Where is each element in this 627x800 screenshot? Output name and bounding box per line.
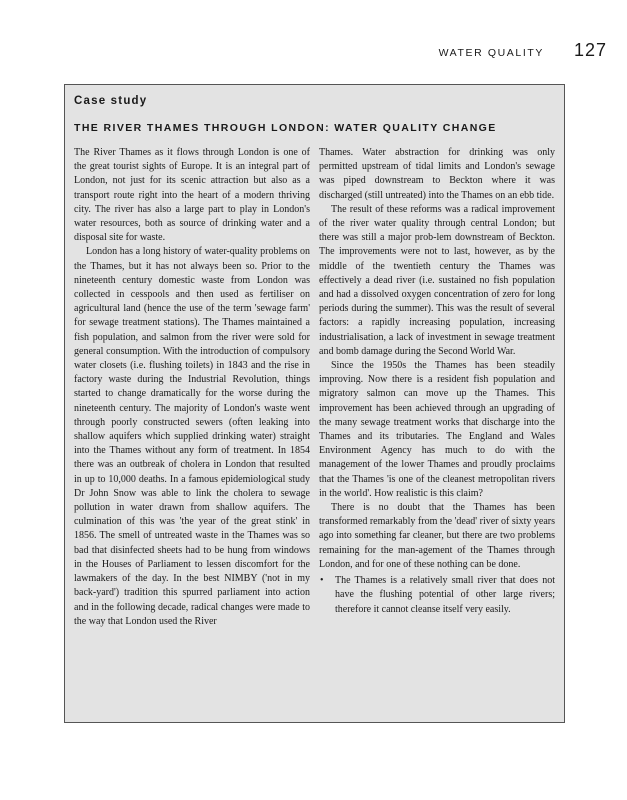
list-item	[319, 574, 555, 617]
page-number: 127	[573, 40, 607, 60]
bullet-list	[319, 574, 555, 617]
bullet-icon: •	[320, 575, 324, 587]
paragraph: The River Thames as it flows through London is one of the great tourist sights of Europe. It is an integral part of London, not just for its scenic attraction but also as a transport route right into the heart of a modern thriving city. The river has also a large part to play in London's water resources, both as source of drinking water and a disposal site for waste.	[74, 147, 310, 244]
paragraph: London has a long history of water-quality problems on the Thames, but it has not always been so. Prior to the nineteenth century domestic waste from London was collected in cesspools and then used as fertiliser on agricultural land (hence the use of the term 'sewage farm' for sewage treatment stations). The Thames maintained a fish population, and salmon from the river were sold for general consumption. With the introduction of compulsory water closets (i.e. flushing toilets) in 1843 and the rise in factory waste during the Industrial Revolution, things started to change dramatically for the worse during the nineteenth century. The majority of London's waste went through poorly constructed sewers (often leaking into shallow aquifers which supplied drinking water) straight into the Thames without any form of treatment. In 1854 there was an outbreak of cholera in London that resulted in up to 10,000 deaths. In a famous epidemiological study Dr John Snow was able to link the cholera to sewage pollution in water drawn from shallow aquifers. The culmination of this was 'the year of the great stink' in 1856. The smell of untreated waste in the Thames was so bad that disinfected sheets had to be hung from windows in the Houses of Parliament to lessen discomfort for the lawmakers of the day. In the best NIMBY ('not in my back-yard') tradition this spurred parliament into action and in the following decade, radical changes were made to the way that London used the River	[74, 246, 310, 627]
section-title: WATER QUALITY	[438, 47, 544, 59]
running-head	[439, 40, 607, 61]
paragraph: Thames. Water abstraction for drinking was only permitted upstream of tidal limits and London's sewage was piped downstream to Beckton where it was discharged (still untreated) into the Thames on an ebb tide.	[319, 147, 555, 201]
left-column	[74, 146, 310, 629]
case-study-title: THE RIVER THAMES THROUGH LONDON: WATER QUALITY CHANGE	[74, 122, 497, 134]
paragraph: Since the 1950s the Thames has been steadily improving. Now there is a resident fish population and migratory salmon can move up the Thames. This improvement has been achieved through an upgrading of the many sewage treatment works that discharge into the Thames and its tributaries. The England and Wales Environment Agency has much to do with the management of the lower Thames and proudly proclaims that the Thames 'is one of the cleanest metropolitan rivers in the world'. How realistic is this claim?	[319, 360, 555, 499]
text-columns	[74, 146, 555, 629]
right-column	[319, 146, 555, 629]
list-item-text: The Thames is a relatively small river that does not have the flushing potential of other large rivers; therefore it cannot cleanse itself very easily.	[335, 575, 555, 615]
case-study-box	[64, 84, 565, 723]
case-study-label: Case study	[74, 95, 148, 107]
paragraph: There is no doubt that the Thames has been transformed remarkably from the 'dead' river of sixty years ago into something far cleaner, but there are two problems remaining for the man-agement of the Thames through London, and for one of these nothing can be done.	[319, 502, 555, 570]
paragraph: The result of these reforms was a radical improvement of the river water quality through central London; but there was still a major prob-lem downstream of Beckton. The improvements were not to last, however, as by the middle of the twentieth century the Thames was effectively a dead river (i.e. sustained no fish population and had a dissolved oxygen concentration of zero for long periods during the summer). This was the result of several factors: a rapidly increasing population, increasing industrialisation, a lack of investment in sewage treatment and bomb damage during the Second World War.	[319, 203, 555, 357]
